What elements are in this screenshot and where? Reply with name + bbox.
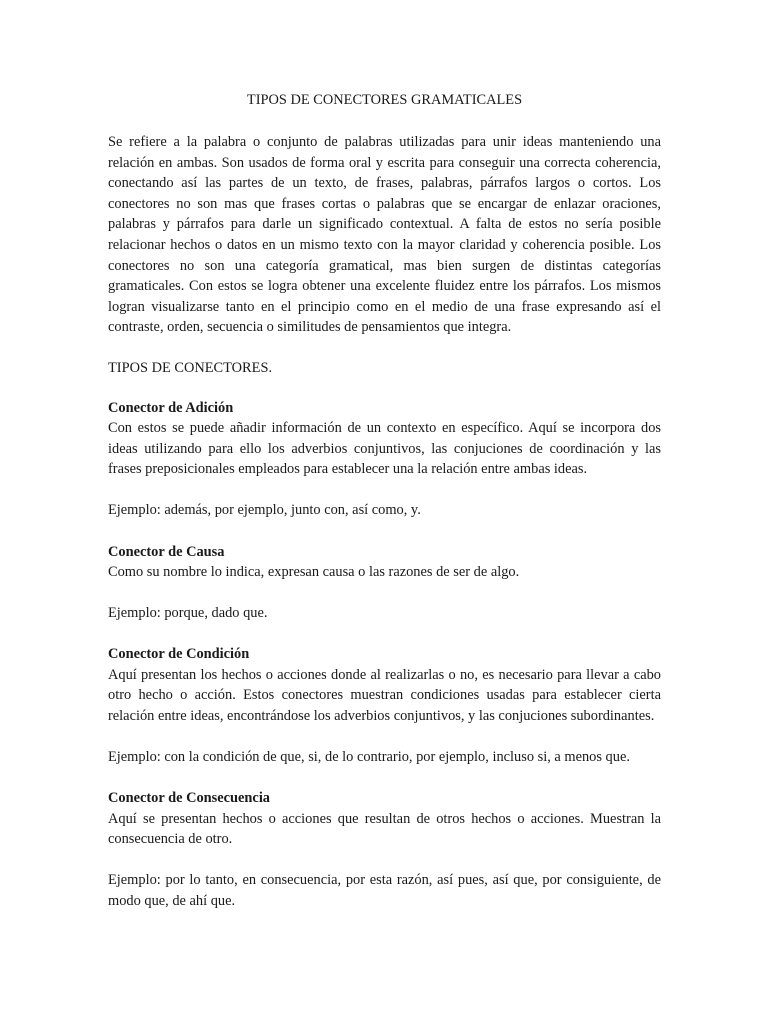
connector-heading: Conector de Causa: [108, 543, 225, 560]
connector-cause: [108, 542, 661, 583]
connector-heading: Conector de Condición: [108, 646, 250, 663]
connector-example: Ejemplo: porque, dado que.: [108, 604, 268, 621]
connector-example: Ejemplo: además, por ejemplo, junto con, así como, y.: [108, 501, 421, 518]
connector-addition: [108, 398, 661, 480]
section-title: TIPOS DE CONECTORES.: [108, 359, 273, 376]
connector-example: Ejemplo: con la condición de que, si, de lo contrario, por ejemplo, incluso si, a menos que.: [108, 748, 630, 765]
connector-consequence: [108, 788, 661, 850]
document-title: TIPOS DE CONECTORES GRAMATICALES: [246, 92, 523, 108]
connector-description: Aquí presentan los hechos o acciones donde al realizarlas o no, es necesario para llevar a cabo otro hecho o acción. Estos conectores muestran condiciones usadas para establecer cierta relación entre ideas, encontrándose los adverbios conjuntivos, y las conjuciones subordinantes.: [108, 666, 661, 725]
intro-paragraph: Se refiere a la palabra o conjunto de palabras utilizadas para unir ideas manteniendo una relación en ambas. Son usados de forma oral y escrita para conseguir una correcta coherencia, conectando así las partes de un texto, de frases, palabras, párrafos largos o cortos. Los conectores no son mas que frases cortas o palabras que se encargar de enlazar oraciones, palabras y párrafos para darle un significado contextual. A falta de estos no sería posible relacionar hechos o datos en un mismo texto con la mayor claridad y coherencia posible. Los conectores no son una categoría gramatical, mas bien surgen de distintas categorías gramaticales. Con estos se logra obtener una excelente fluidez entre los párrafos. Los mismos logran visualizarse tanto en el principio como en el medio de una frase expresando así el contraste, orden, secuencia o similitudes de pensamientos que integra.: [108, 134, 661, 336]
connector-heading: Conector de Adición: [108, 399, 234, 416]
connector-description: Como su nombre lo indica, expresan causa o las razones de ser de algo.: [108, 564, 520, 581]
connector-description: Aquí se presentan hechos o acciones que resultan de otros hechos o acciones. Muestran la consecuencia de otro.: [108, 810, 661, 848]
connector-heading: Conector de Consecuencia: [108, 790, 271, 807]
connector-condition: [108, 644, 661, 726]
connector-example: Ejemplo: por lo tanto, en consecuencia, por esta razón, así pues, así que, por consiguiente, de modo que, de ahí que.: [108, 872, 661, 909]
connector-description: Con estos se puede añadir información de un contexto en específico. Aquí se incorpora dos ideas utilizando para ello los adverbios conjuntivos, las conjuciones de coordinación y las frases preposicionales empleados para establecer una la relación entre ambas ideas.: [108, 420, 661, 478]
document-page: [108, 89, 661, 932]
